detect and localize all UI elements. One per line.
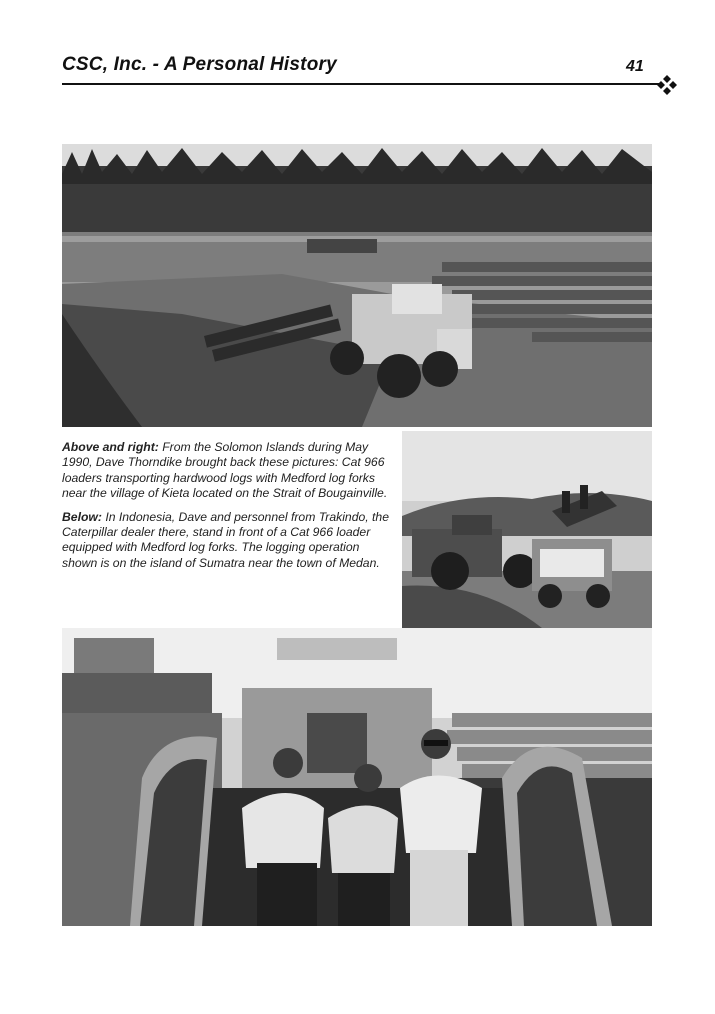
caption-above-text: From the Solomon Islands during May 1990, Dave Thorndike brought back these pictures: Cat 966 loaders transporting hardwood logs with Medford log forks near the village of Kieta located on the Strait of Bougainville. [62,440,388,501]
photo-solomon-loader-river [62,144,652,427]
photo-solomon-loader-truck [402,431,652,628]
page-number: 41 [626,58,644,75]
header-rule [62,83,660,85]
caption-below [62,510,396,572]
caption-above-lead: Above and right: [62,440,159,454]
caption-block [62,440,396,579]
caption-below-text: In Indonesia, Dave and personnel from Trakindo, the Caterpillar dealer there, stand in front of a Cat 966 loader equipped with Medford log forks. The logging operation shown is on the island of Sumatra near the town of Medan. [62,509,389,570]
caption-below-lead: Below: [62,509,102,524]
photo-sumatra-personnel-loader [62,628,652,926]
page-title: CSC, Inc. - A Personal History [62,54,337,75]
diamond-ornament-icon [656,74,678,96]
caption-above [62,440,396,502]
